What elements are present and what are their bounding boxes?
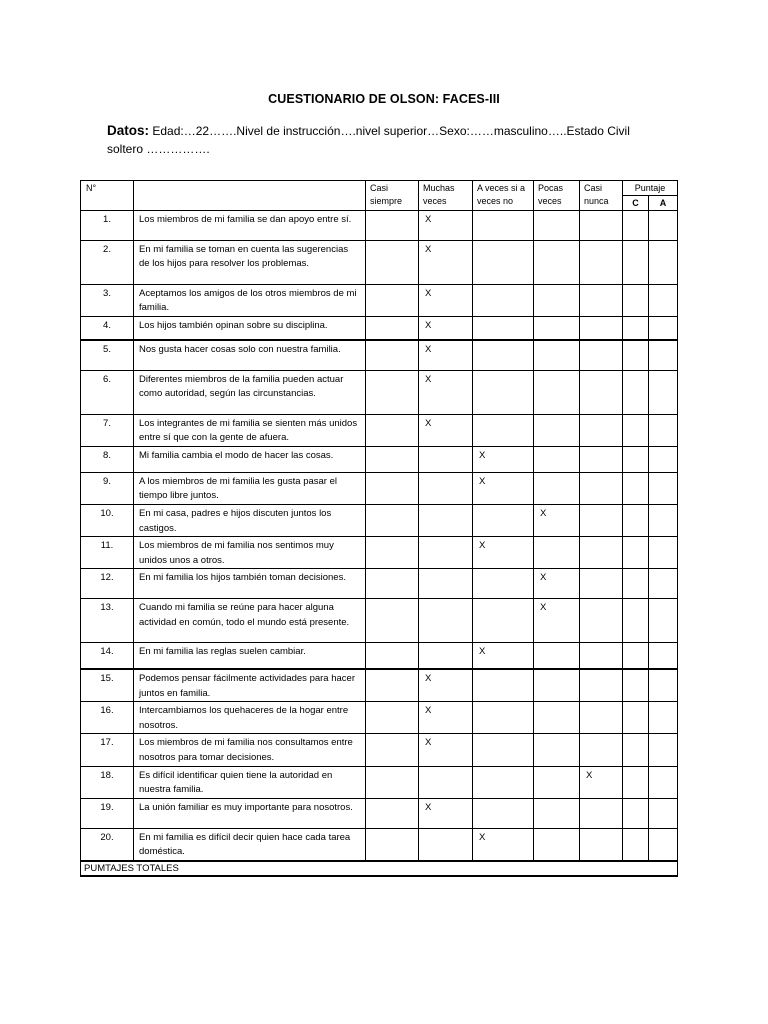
answer-cell <box>419 370 473 414</box>
answer-cell <box>580 284 623 316</box>
score-c-cell <box>623 537 649 569</box>
answer-cell <box>534 316 580 340</box>
answer-cell <box>366 734 419 766</box>
answer-cell <box>419 798 473 828</box>
answer-cell <box>419 643 473 669</box>
answer-cell <box>473 414 534 446</box>
score-c-cell <box>623 669 649 702</box>
question-number: 11. <box>81 537 134 569</box>
answer-cell <box>580 569 623 599</box>
question-text: A los miembros de mi familia les gusta pasar el tiempo libre juntos. <box>134 472 366 504</box>
question-number: 6. <box>81 370 134 414</box>
answer-cell <box>534 643 580 669</box>
score-c-cell <box>623 240 649 284</box>
answer-cell <box>473 370 534 414</box>
answer-cell <box>580 446 623 472</box>
answer-cell <box>366 446 419 472</box>
answer-cell <box>580 414 623 446</box>
answer-cell <box>580 766 623 798</box>
question-row <box>81 340 678 370</box>
answer-cell <box>366 702 419 734</box>
question-row <box>81 828 678 861</box>
answer-cell <box>473 798 534 828</box>
question-text: Podemos pensar fácilmente actividades para hacer juntos en familia. <box>134 669 366 702</box>
answer-cell <box>580 599 623 643</box>
answer-cell <box>473 240 534 284</box>
score-a-cell <box>649 734 678 766</box>
question-text: Nos gusta hacer cosas solo con nuestra familia. <box>134 340 366 370</box>
score-a-cell <box>649 284 678 316</box>
answer-cell <box>534 240 580 284</box>
question-number: 18. <box>81 766 134 798</box>
answer-cell <box>580 505 623 537</box>
header-puntaje: Puntaje <box>623 181 678 196</box>
answer-cell <box>580 537 623 569</box>
answer-cell <box>534 766 580 798</box>
answer-cell <box>366 669 419 702</box>
score-a-cell <box>649 643 678 669</box>
question-row <box>81 669 678 702</box>
score-c-cell <box>623 472 649 504</box>
score-a-cell <box>649 798 678 828</box>
answer-cell <box>473 702 534 734</box>
answer-cell <box>366 370 419 414</box>
question-text: En mi casa, padres e hijos discuten juntos los castigos. <box>134 505 366 537</box>
answer-cell <box>366 798 419 828</box>
question-text: La unión familiar es muy importante para nosotros. <box>134 798 366 828</box>
question-text: Los miembros de mi familia nos sentimos muy unidos unos a otros. <box>134 537 366 569</box>
question-row <box>81 210 678 240</box>
question-number: 14. <box>81 643 134 669</box>
answer-cell <box>534 569 580 599</box>
answer-cell <box>473 766 534 798</box>
answer-cell <box>419 734 473 766</box>
score-c-cell <box>623 734 649 766</box>
answer-cell <box>419 446 473 472</box>
answer-mark: X <box>425 672 432 684</box>
answer-cell <box>473 734 534 766</box>
answer-cell <box>419 472 473 504</box>
score-c-cell <box>623 210 649 240</box>
answer-mark: X <box>479 831 486 843</box>
answer-cell <box>534 284 580 316</box>
answer-cell <box>473 643 534 669</box>
question-row <box>81 766 678 798</box>
score-c-cell <box>623 702 649 734</box>
answer-mark: X <box>586 769 593 781</box>
answer-cell <box>534 370 580 414</box>
answer-cell <box>534 340 580 370</box>
answer-cell <box>534 210 580 240</box>
question-number: 17. <box>81 734 134 766</box>
score-a-cell <box>649 766 678 798</box>
answer-cell <box>534 505 580 537</box>
answer-cell <box>366 537 419 569</box>
question-row <box>81 569 678 599</box>
question-number: 4. <box>81 316 134 340</box>
score-a-cell <box>649 210 678 240</box>
answer-mark: X <box>425 243 432 255</box>
answer-cell <box>473 472 534 504</box>
answer-cell <box>366 505 419 537</box>
answer-cell <box>366 284 419 316</box>
answer-cell <box>419 340 473 370</box>
answer-cell <box>473 210 534 240</box>
answer-cell <box>473 828 534 861</box>
answer-mark: X <box>540 602 547 614</box>
answer-cell <box>419 284 473 316</box>
answer-cell <box>419 669 473 702</box>
answer-cell <box>580 828 623 861</box>
question-text: En mi familia es difícil decir quien hace cada tarea doméstica. <box>134 828 366 861</box>
score-c-cell <box>623 828 649 861</box>
answer-mark: X <box>425 417 432 429</box>
datos-label: Datos: <box>107 123 150 138</box>
answer-cell <box>534 828 580 861</box>
score-a-cell <box>649 828 678 861</box>
question-row <box>81 414 678 446</box>
answer-cell <box>366 643 419 669</box>
answer-cell <box>473 599 534 643</box>
question-number: 2. <box>81 240 134 284</box>
answer-mark: X <box>425 319 432 331</box>
score-a-cell <box>649 702 678 734</box>
question-row <box>81 446 678 472</box>
answer-cell <box>580 370 623 414</box>
question-number: 19. <box>81 798 134 828</box>
question-text: En mi familia los hijos también toman decisiones. <box>134 569 366 599</box>
question-text: Los miembros de mi familia nos consultamos entre nosotros para tomar decisiones. <box>134 734 366 766</box>
answer-cell <box>473 505 534 537</box>
header-item <box>134 181 366 211</box>
question-number: 5. <box>81 340 134 370</box>
answer-cell <box>366 414 419 446</box>
answer-mark: X <box>479 540 486 552</box>
question-row <box>81 370 678 414</box>
question-row <box>81 537 678 569</box>
answer-mark: X <box>425 213 432 225</box>
question-text: En mi familia las reglas suelen cambiar. <box>134 643 366 669</box>
question-number: 9. <box>81 472 134 504</box>
score-c-cell <box>623 316 649 340</box>
answer-cell <box>366 240 419 284</box>
answer-cell <box>419 414 473 446</box>
questionnaire-table <box>80 180 678 877</box>
question-text: Diferentes miembros de la familia pueden actuar como autoridad, según las circunstancias. <box>134 370 366 414</box>
question-row <box>81 734 678 766</box>
question-row <box>81 702 678 734</box>
question-text: Los integrantes de mi familia se sienten más unidos entre sí que con la gente de afuera. <box>134 414 366 446</box>
answer-cell <box>534 537 580 569</box>
question-row <box>81 284 678 316</box>
question-number: 16. <box>81 702 134 734</box>
answer-cell <box>419 766 473 798</box>
score-c-cell <box>623 284 649 316</box>
question-text: Los hijos también opinan sobre su disciplina. <box>134 316 366 340</box>
answer-mark: X <box>540 508 547 520</box>
answer-cell <box>366 340 419 370</box>
question-text: Es difícil identificar quien tiene la autoridad en nuestra familia. <box>134 766 366 798</box>
answer-cell <box>534 702 580 734</box>
answer-cell <box>419 537 473 569</box>
question-text: Intercambiamos los quehaceres de la hogar entre nosotros. <box>134 702 366 734</box>
answer-mark: X <box>479 449 486 461</box>
answer-cell <box>473 284 534 316</box>
question-row <box>81 798 678 828</box>
answer-cell <box>366 316 419 340</box>
question-text: Aceptamos los amigos de los otros miembros de mi familia. <box>134 284 366 316</box>
header-a-veces: A veces si a veces no <box>473 181 534 211</box>
question-row <box>81 472 678 504</box>
page-title: CUESTIONARIO DE OLSON: FACES-III <box>268 92 500 106</box>
answer-cell <box>580 210 623 240</box>
score-a-cell <box>649 446 678 472</box>
question-row <box>81 316 678 340</box>
question-number: 12. <box>81 569 134 599</box>
totals-row <box>81 861 678 876</box>
answer-cell <box>366 766 419 798</box>
question-row <box>81 505 678 537</box>
answer-cell <box>534 446 580 472</box>
answer-mark: X <box>425 737 432 749</box>
answer-mark: X <box>540 572 547 584</box>
question-row <box>81 240 678 284</box>
answer-cell <box>534 472 580 504</box>
score-a-cell <box>649 505 678 537</box>
answer-mark: X <box>425 287 432 299</box>
answer-cell <box>580 340 623 370</box>
score-c-cell <box>623 340 649 370</box>
answer-cell <box>419 569 473 599</box>
answer-cell <box>366 472 419 504</box>
datos-text: Edad:…22…….Nivel de instrucción….nivel superior…Sexo:……masculino…..Estado Civil soltero ……………. <box>107 124 630 156</box>
question-row <box>81 643 678 669</box>
score-a-cell <box>649 414 678 446</box>
score-a-cell <box>649 340 678 370</box>
answer-cell <box>580 240 623 284</box>
question-number: 7. <box>81 414 134 446</box>
score-c-cell <box>623 599 649 643</box>
answer-cell <box>366 210 419 240</box>
question-row <box>81 599 678 643</box>
header-pocas-veces: Pocas veces <box>534 181 580 211</box>
answer-cell <box>473 537 534 569</box>
score-c-cell <box>623 370 649 414</box>
answer-cell <box>473 446 534 472</box>
respondent-data <box>107 122 667 158</box>
answer-cell <box>419 210 473 240</box>
answer-mark: X <box>425 373 432 385</box>
answer-cell <box>580 643 623 669</box>
header-a: A <box>649 195 678 210</box>
header-casi-siempre: Casi siempre <box>366 181 419 211</box>
score-a-cell <box>649 569 678 599</box>
score-a-cell <box>649 316 678 340</box>
answer-cell <box>419 240 473 284</box>
score-c-cell <box>623 505 649 537</box>
score-c-cell <box>623 569 649 599</box>
answer-cell <box>534 414 580 446</box>
score-c-cell <box>623 643 649 669</box>
header-casi-nunca: Casi nunca <box>580 181 623 211</box>
score-c-cell <box>623 766 649 798</box>
answer-cell <box>580 472 623 504</box>
answer-cell <box>366 599 419 643</box>
answer-cell <box>473 569 534 599</box>
answer-cell <box>419 702 473 734</box>
answer-mark: X <box>479 475 486 487</box>
header-num: N° <box>81 181 134 211</box>
score-a-cell <box>649 370 678 414</box>
score-c-cell <box>623 414 649 446</box>
question-number: 15. <box>81 669 134 702</box>
header-muchas-veces: Muchas veces <box>419 181 473 211</box>
score-c-cell <box>623 798 649 828</box>
score-a-cell <box>649 537 678 569</box>
answer-cell <box>473 316 534 340</box>
answer-cell <box>580 702 623 734</box>
score-c-cell <box>623 446 649 472</box>
answer-cell <box>473 340 534 370</box>
answer-cell <box>580 316 623 340</box>
answer-cell <box>366 828 419 861</box>
answer-cell <box>534 734 580 766</box>
answer-mark: X <box>425 705 432 717</box>
answer-cell <box>580 669 623 702</box>
answer-cell <box>534 798 580 828</box>
question-text: Los miembros de mi familia se dan apoyo entre sí. <box>134 210 366 240</box>
question-number: 10. <box>81 505 134 537</box>
answer-cell <box>419 505 473 537</box>
question-number: 1. <box>81 210 134 240</box>
question-text: En mi familia se toman en cuenta las sugerencias de los hijos para resolver los problemas. <box>134 240 366 284</box>
score-a-cell <box>649 472 678 504</box>
answer-cell <box>534 669 580 702</box>
question-text: Cuando mi familia se reúne para hacer alguna actividad en común, todo el mundo está presente. <box>134 599 366 643</box>
answer-cell <box>419 316 473 340</box>
question-number: 13. <box>81 599 134 643</box>
question-number: 3. <box>81 284 134 316</box>
answer-cell <box>419 828 473 861</box>
answer-cell <box>419 599 473 643</box>
header-row <box>81 181 678 196</box>
question-text: Mi familia cambia el modo de hacer las cosas. <box>134 446 366 472</box>
answer-cell <box>534 599 580 643</box>
score-a-cell <box>649 599 678 643</box>
answer-cell <box>366 569 419 599</box>
answer-cell <box>473 669 534 702</box>
answer-mark: X <box>425 344 432 356</box>
answer-cell <box>580 798 623 828</box>
score-a-cell <box>649 240 678 284</box>
score-a-cell <box>649 669 678 702</box>
question-number: 20. <box>81 828 134 861</box>
answer-cell <box>580 734 623 766</box>
question-number: 8. <box>81 446 134 472</box>
totals-label: PUMTAJES TOTALES <box>81 861 678 876</box>
header-c: C <box>623 195 649 210</box>
answer-mark: X <box>479 646 486 658</box>
answer-mark: X <box>425 801 432 813</box>
